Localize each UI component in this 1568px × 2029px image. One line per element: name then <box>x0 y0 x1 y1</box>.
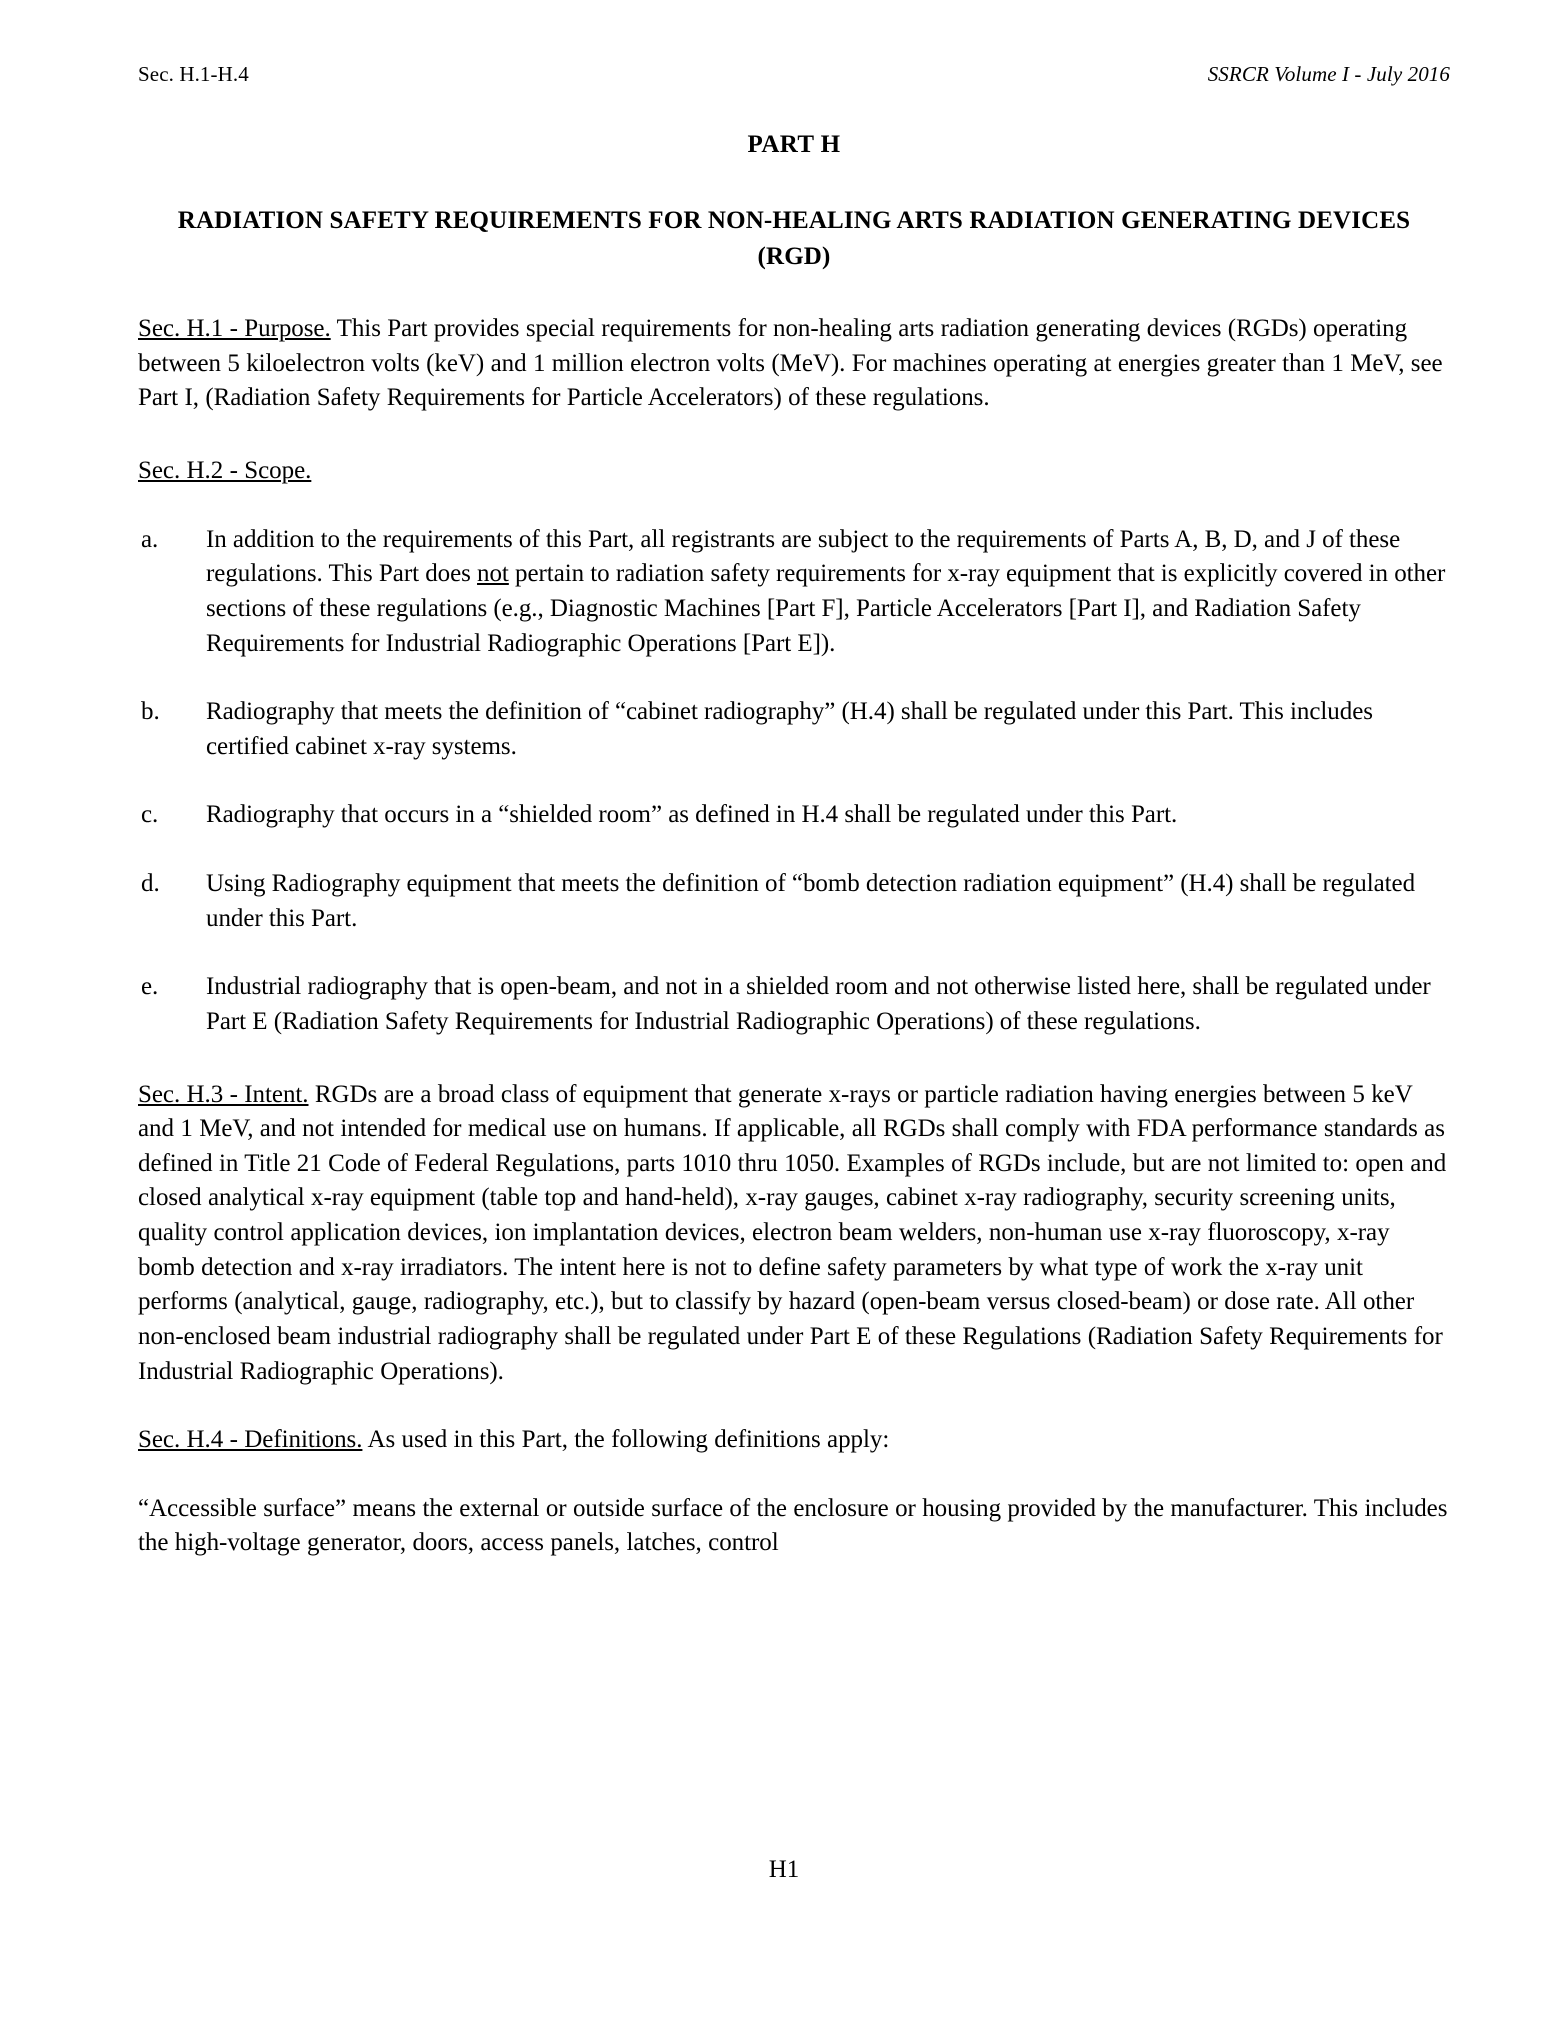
running-head-left: Sec. H.1-H.4 <box>138 62 249 86</box>
list-item-text-after: pertain to radiation safety requirements for x-ray equipment that is explicitly covered in other sections of these regulations (e.g., Diagnostic Machines [Part F], Particle Accelerators [Part I], and Radiation Safety Requirements for Industrial Radiographic Operations [Part E]). <box>206 560 1446 657</box>
section-h4-paragraph <box>138 1423 1450 1458</box>
list-item-marker: a. <box>141 525 159 553</box>
list-item-marker: c. <box>141 801 159 829</box>
part-title: PART H <box>747 131 841 159</box>
list-item-text-before: In addition to the requirements of this Part, all registrants are subject to the requirements of Parts A, B, D, and J of these regulations. This Part does <box>206 525 1401 588</box>
section-h3-body: RGDs are a broad class of equipment that generate x-rays or particle radiation having energies between 5 keV and 1 MeV, and not intended for medical use on humans. If applicable, all RGDs shall comply with FDA performance standards as defined in Title 21 Code of Federal Regulations, parts 1010 thru 1050. Examples of RGDs include, but are not limited to: open and closed analytical x-ray equipment (table top and hand-held), x-ray gauges, cabinet x-ray radiography, security screening units, quality control application devices, ion implantation devices, electron beam welders, non-human use x-ray fluoroscopy, x-ray bomb detection and x-ray irradiators. The intent here is not to define safety parameters by what type of work the x-ray unit performs (analytical, gauge, radiography, etc.), but to classify by hazard (open-beam versus closed-beam) or dose rate. All other non-enclosed beam industrial radiography shall be regulated under Part E of these Regulations (Radiation Safety Requirements for Industrial Radiographic Operations). <box>138 1080 1447 1385</box>
list-item-marker: e. <box>141 973 159 1001</box>
list-item <box>138 695 1450 764</box>
section-h3-heading: Sec. H.3 - Intent. <box>138 1080 309 1108</box>
section-h3-paragraph <box>138 1078 1450 1390</box>
list-item <box>138 867 1450 936</box>
section-h2-heading: Sec. H.2 - Scope. <box>138 457 312 485</box>
list-item-text: Using Radiography equipment that meets the definition of “bomb detection radiation equipment” (H.4) shall be regulated under this Part. <box>206 870 1416 932</box>
page-content <box>138 62 1450 1561</box>
section-h1-heading: Sec. H.1 - Purpose. <box>138 315 331 343</box>
section-h4-heading: Sec. H.4 - Definitions. <box>138 1426 363 1454</box>
list-item <box>138 970 1450 1039</box>
list-item-marker: d. <box>141 870 160 898</box>
section-h1-body: This Part provides special requirements for non-healing arts radiation generating devices (RGDs) operating between 5 kiloelectron volts (keV) and 1 million electron volts (MeV). For machines operating at energies greater than 1 MeV, see Part I, (Radiation Safety Requirements for Particle Accelerators) of these regulations. <box>138 315 1443 412</box>
running-head <box>138 62 1450 87</box>
list-item-text: Radiography that meets the definition of “cabinet radiography” (H.4) shall be regulated under this Part. This includes certified cabinet x-ray systems. <box>206 698 1373 760</box>
page-number: H1 <box>768 1856 800 1883</box>
list-item-text: Industrial radiography that is open-beam, and not in a shielded room and not otherwise listed here, shall be regulated under Part E (Radiation Safety Requirements for Industrial Radiographic Operations) of these regulations. <box>206 973 1431 1035</box>
list-item <box>138 523 1450 662</box>
list-item-marker: b. <box>141 698 160 726</box>
list-item-emphasis: not <box>477 560 509 588</box>
section-h4-body: As used in this Part, the following definitions apply: <box>362 1426 890 1454</box>
section-h1-paragraph <box>138 312 1450 416</box>
list-item-text <box>206 523 1450 662</box>
section-h2-paragraph <box>138 454 1450 489</box>
page-footer <box>0 1856 1568 1884</box>
list-item-text: Radiography that occurs in a “shielded room” as defined in H.4 shall be regulated under this Part. <box>206 801 1178 829</box>
running-head-right: SSRCR Volume I - July 2016 <box>1207 62 1450 86</box>
definition-accessible-surface: “Accessible surface” means the external or outside surface of the enclosure or housing provided by the manufacturer. This includes the high-voltage generator, doors, access panels, latches, control <box>138 1494 1448 1557</box>
list-item <box>138 798 1450 833</box>
section-h2-list <box>138 523 1450 1040</box>
document-title: RADIATION SAFETY REQUIREMENTS FOR NON-HEALING ARTS RADIATION GENERATING DEVICES (RGD) <box>177 207 1411 270</box>
